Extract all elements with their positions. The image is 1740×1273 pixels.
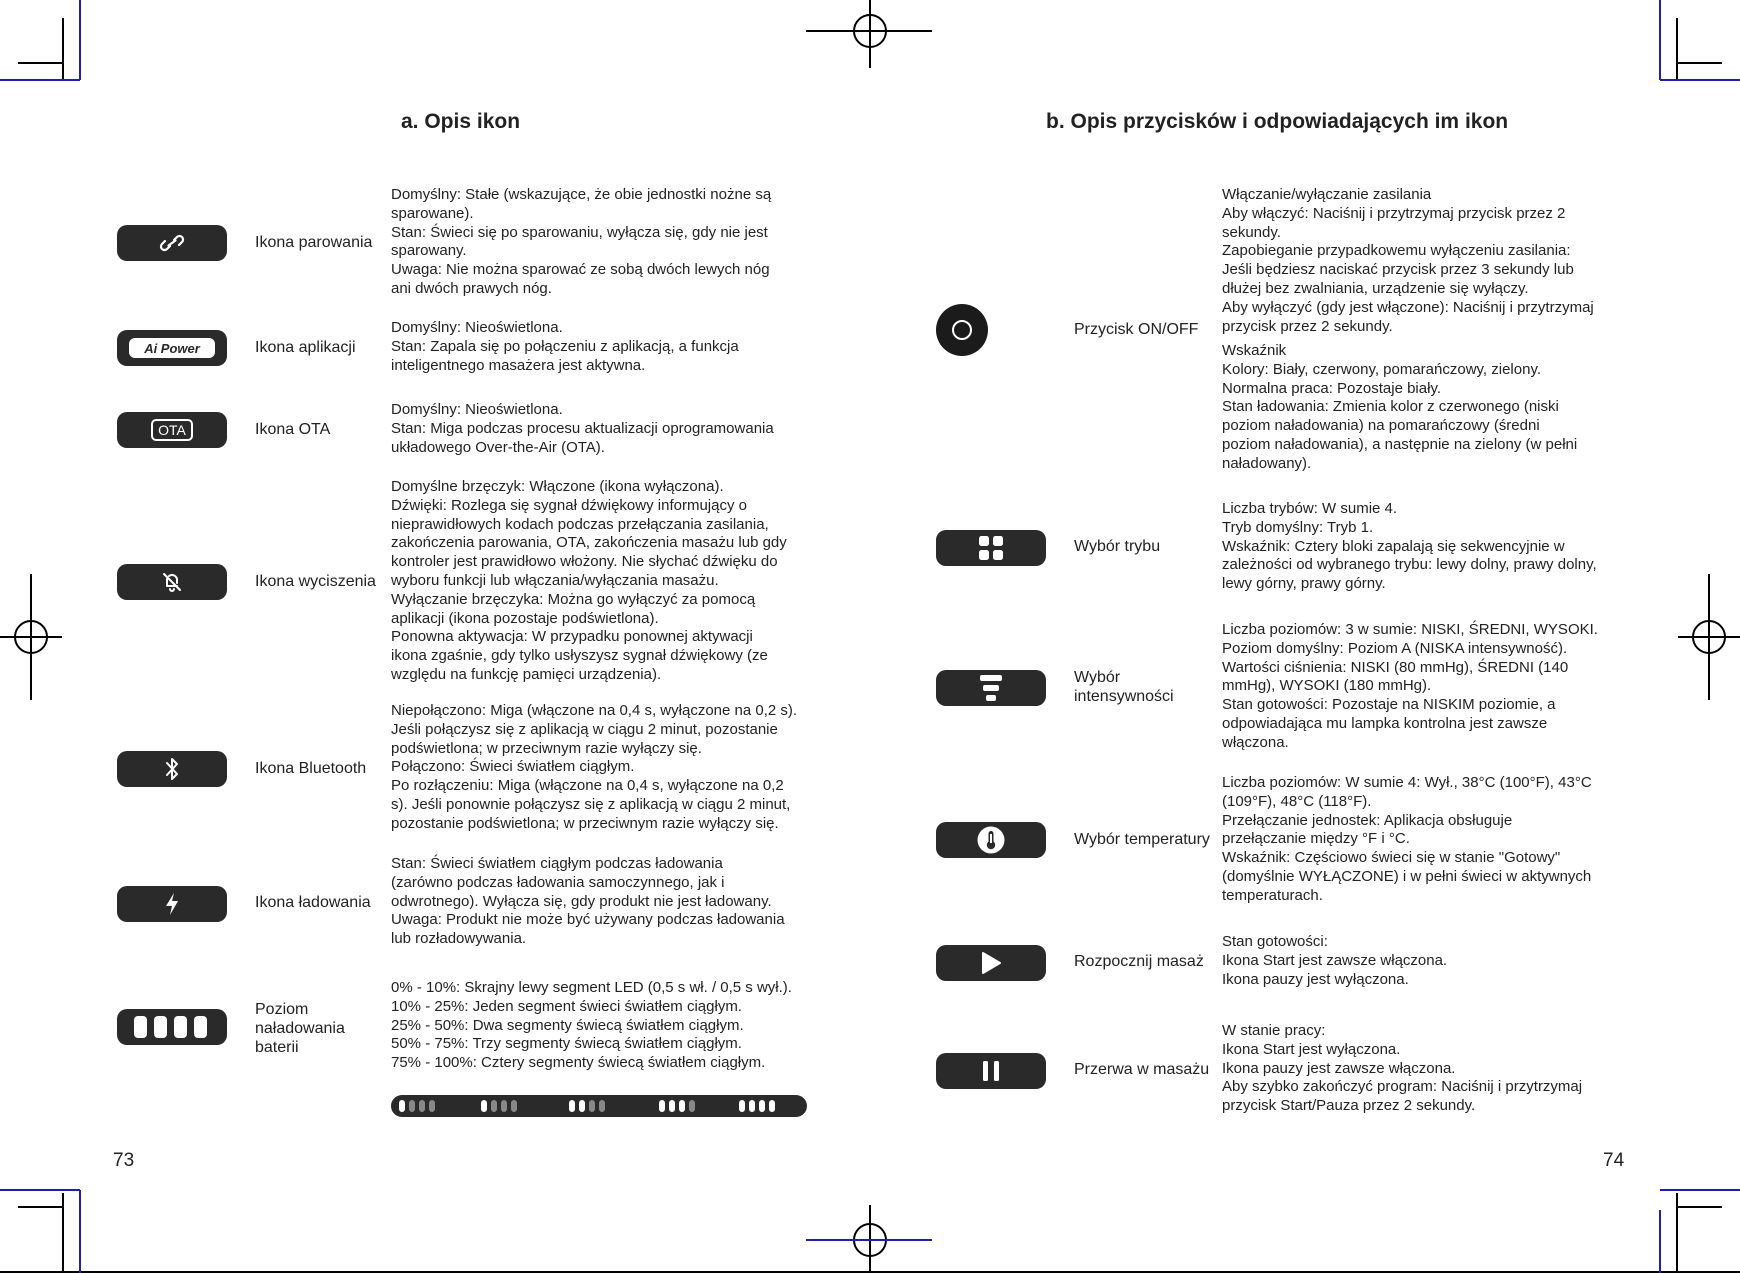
row-label: Poziom naładowania baterii	[255, 1001, 345, 1056]
row-description: Stan gotowości: Ikona Start jest zawsze włączona. Ikona pauzy jest wyłączona.	[1222, 933, 1448, 988]
row-description: Stan: Świeci światłem ciągłym podczas ładowania (zarówno podczas ładowania samoczynnego, jak i odwrotnego). Wyłącza się, gdy produkt nie jest ładowany. Uwaga: Produkt nie może być używany podczas ładowania lub rozładowywania.	[391, 855, 785, 948]
play-icon	[936, 945, 1046, 981]
page-number-right: 74	[1603, 1150, 1625, 1171]
mute-icon	[117, 564, 227, 600]
row-label: Rozpocznij masaż	[1074, 953, 1204, 970]
power-button-icon	[936, 304, 988, 356]
row-label: Ikona OTA	[255, 421, 331, 438]
row-description: Liczba trybów: W sumie 4. Tryb domyślny: Tryb 1. Wskaźnik: Cztery bloki zapalają się sekwencyjnie w zależności od wybranego trybu: lewy dolny, prawy dolny, lewy górny, prawy górny.	[1222, 500, 1597, 593]
thermometer-icon	[936, 822, 1046, 858]
row-description: Niepołączono: Miga (włączone na 0,4 s, wyłączone na 0,2 s). Jeśli połączysz się z aplikacją w ciągu 2 minut, pozostanie podświetlona; w przeciwnym razie wyłączy się. Połączono: Świeci światłem ciągłym. Po rozłączeniu: Miga (włączone na 0,4 s, wyłączone na 0,2 s). Jeśli ponownie połączysz się z aplikacją w ciągu 2 minut, pozostanie podświetlona; w przeciwnym razie wyłączy się.	[391, 702, 798, 832]
row-description: Domyślny: Nieoświetlona. Stan: Zapala się po połączeniu z aplikacją, a funkcja inteligentnego masażera jest aktywna.	[391, 319, 739, 374]
row-label: Ikona wyciszenia	[255, 573, 376, 590]
row-label: Ikona aplikacji	[255, 339, 356, 356]
right-page-title: b. Opis przycisków i odpowiadających im ikon	[1046, 110, 1509, 133]
row-label: Wybór trybu	[1074, 538, 1161, 555]
row-description: W stanie pracy: Ikona Start jest wyłączona. Ikona pauzy jest zawsze włączona. Aby szybko zakończyć program: Naciśnij i przytrzymaj przycisk Start/Pauza przez 2 sekundy.	[1222, 1022, 1583, 1115]
row-description: Liczba poziomów: W sumie 4: Wył., 38°C (100°F), 43°C (109°F), 48°C (118°F). Przełączanie jednostek: Aplikacja obsługuje przełączanie między °F i °C. Wskaźnik: Częściowo świeci się w stanie "Gotowy" (domyślnie WYŁĄCZONE) i w pełni świeci w aktywnych temperaturach.	[1222, 774, 1592, 904]
charging-icon	[117, 886, 227, 922]
row-description-indicator: Wskaźnik Kolory: Biały, czerwony, pomarańczowy, zielony. Normalna praca: Pozostaje biały. Stan ładowania: Zmienia kolor z czerwonego (niski poziom naładowania) na pomarańczowy (średni poziom naładowania), a następnie na zielony (w pełni naładowany).	[1222, 342, 1578, 472]
row-label: Ikona ładowania	[255, 894, 371, 911]
ai-power-icon: Ai Power	[117, 330, 227, 366]
row-label: Ikona parowania	[255, 234, 373, 251]
row-description: Domyślny: Nieoświetlona. Stan: Miga podczas procesu aktualizacji oprogramowania układowego Over-the-Air (OTA).	[391, 401, 774, 456]
ota-icon: OTA	[117, 412, 227, 448]
intensity-bars-icon	[936, 670, 1046, 706]
row-label: Wybór intensywności	[1074, 669, 1174, 705]
row-description: Domyślny: Stałe (wskazujące, że obie jednostki nożne są sparowane). Stan: Świeci się po sparowaniu, wyłącza się, gdy nie jest sparowany. Uwaga: Nie można sparować ze sobą dwóch lewych nóg ani dwóch prawych nóg.	[391, 186, 772, 297]
left-page-title: a. Opis ikon	[401, 110, 521, 133]
page-number-left: 73	[113, 1150, 135, 1171]
row-description: Liczba poziomów: 3 w sumie: NISKI, ŚREDNI, WYSOKI. Poziom domyślny: Poziom A (NISKA intensywność). Wartości ciśnienia: NISKI (80 mmHg), ŚREDNI (140 mmHg), WYSOKI (180 mmHg). Stan gotowości: Pozostaje na NISKIM poziomie, a odpowiadająca mu lampka kontrolna jest zawsze włączona.	[1222, 621, 1598, 751]
link-icon	[117, 225, 227, 261]
row-label: Wybór temperatury	[1074, 831, 1210, 848]
row-label: Przycisk ON/OFF	[1074, 321, 1199, 338]
battery-level-strip	[391, 1095, 807, 1117]
row-description: Włączanie/wyłączanie zasilania Aby włączyć: Naciśnij i przytrzymaj przycisk przez 2 sekundy. Zapobieganie przypadkowemu wyłączeniu zasilania: Jeśli będziesz naciskać przycisk przez 3 sekundy lub dłużej bez zwalniania, urządzenie się wyłączy. Aby wyłączyć (gdy jest włączone): Naciśnij i przytrzymaj przycisk przez 2 sekundy.	[1222, 186, 1594, 335]
battery-level-icon	[117, 1009, 227, 1045]
pause-icon	[936, 1053, 1046, 1089]
mode-grid-icon	[936, 530, 1046, 566]
row-label: Przerwa w masażu	[1074, 1061, 1210, 1078]
bluetooth-icon	[117, 751, 227, 787]
row-label: Ikona Bluetooth	[255, 760, 367, 777]
row-description: 0% - 10%: Skrajny lewy segment LED (0,5 s wł. / 0,5 s wył.). 10% - 25%: Jeden segment świeci światłem ciągłym. 25% - 50%: Dwa segmenty świecą światłem ciągłym. 50% - 75%: Trzy segmenty świecą światłem ciągłym. 75% - 100%: Cztery segmenty świecą światłem ciągłym.	[391, 979, 792, 1072]
row-description: Domyślne brzęczyk: Włączone (ikona wyłączona). Dźwięki: Rozlega się sygnał dźwiękowy informujący o nieprawidłowych kodach podczas przełączania zasilania, zakończenia parowania, OTA, zakończenia masażu lub gdy kontroler jest prawidłowo włożony. Nie słychać dźwięku do wyboru funkcji lub włączania/wyłączania masażu. Wyłączanie brzęczyka: Można go wyłączyć za pomocą aplikacji (ikona pozostaje podświetlona). Ponowna aktywacja: W przypadku ponownej aktywacji ikona zgaśnie, gdy tylko usłyszysz sygnał dźwiękowy (ze względu na funkcję pamięci urządzenia).	[391, 478, 787, 683]
